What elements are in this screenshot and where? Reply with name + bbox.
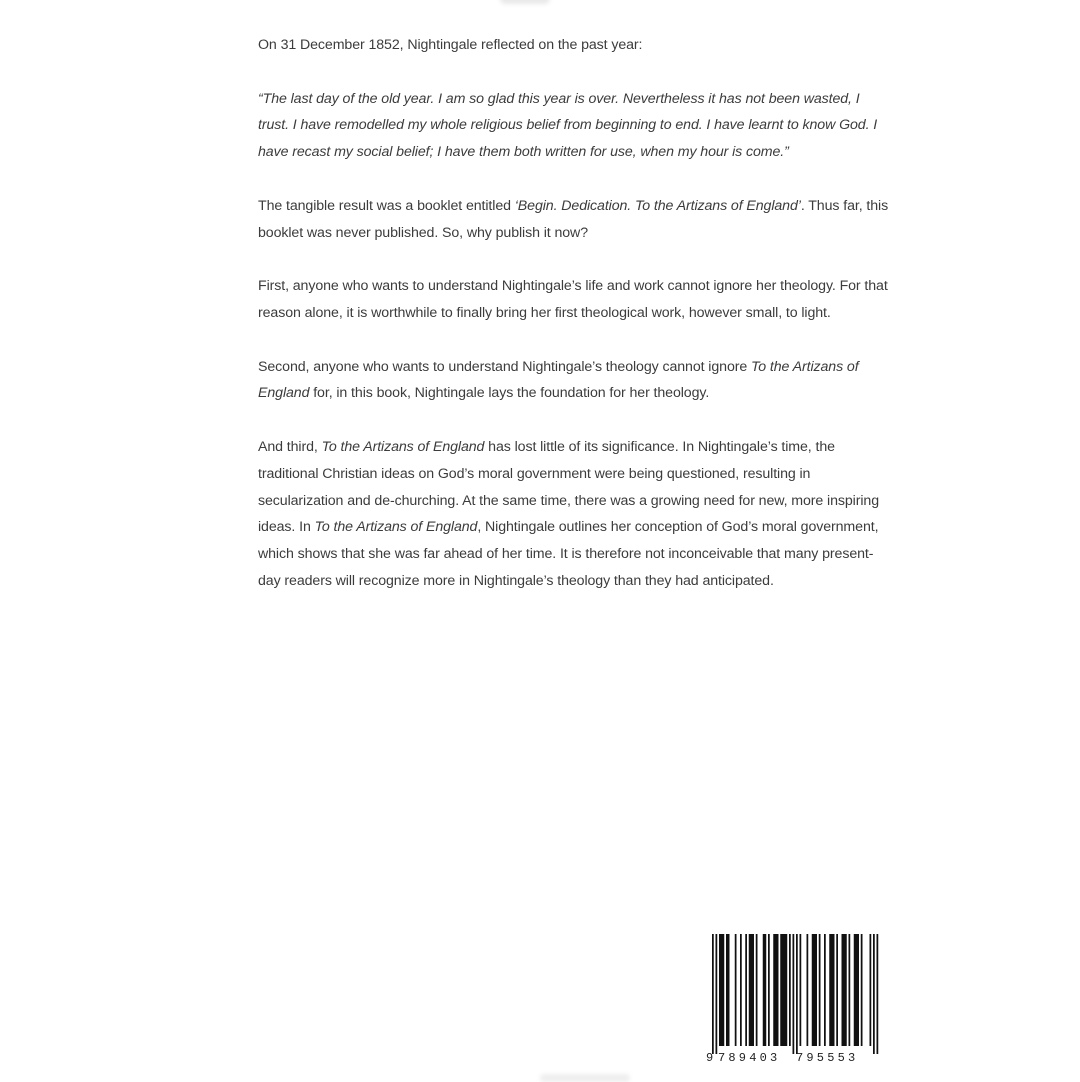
barcode-bar [768, 934, 770, 1046]
quote-paragraph: “The last day of the old year. I am so glad this year is over. Nevertheless it has not been wasted, I trust. I have remodelled my whole religious belief from beginning to end. I have learnt to know God. I have recast my social belief; I have them both written for use, when my hour is come.” [258, 90, 878, 161]
paragraph-third-text-a: And third, [258, 438, 322, 455]
barcode-digits-right: 795553 [796, 1051, 859, 1065]
paragraph-result-text-c: . Thus far, this booklet was never published. So, why publish it now? [258, 197, 889, 241]
top-edge-mark [500, 0, 550, 4]
barcode-bar [812, 934, 817, 1046]
back-cover-text [258, 32, 890, 622]
barcode-bar [829, 934, 834, 1046]
barcode-bar [842, 934, 847, 1046]
isbn-barcode [704, 930, 884, 1070]
paragraph-third-text-e: , Nightingale outlines her conception of God’s moral government, which shows that she was far ahead of her time. It is therefore not inconceivable that many present-day readers will recognize more in Nightingale’s theology than they had anticipated. [258, 519, 879, 589]
paragraph-result [258, 193, 890, 247]
paragraph-second-text-c: for, in this book, Nightingale lays the foundation for her theology. [309, 385, 710, 402]
book-title: To the Artizans of England [314, 519, 478, 536]
barcode-bar [740, 934, 742, 1046]
barcode-bar [824, 934, 826, 1046]
barcode-bar [870, 934, 872, 1046]
barcode-bar [745, 934, 747, 1046]
paragraph-third [258, 434, 890, 595]
barcode-guard-bar [796, 934, 798, 1054]
barcode-guard-bar [793, 934, 795, 1054]
barcode-bar [773, 934, 778, 1046]
barcode-bar [807, 934, 809, 1046]
barcode-bar [756, 934, 758, 1046]
book-title: To the Artizans of England [321, 438, 485, 455]
barcode-bar [749, 934, 754, 1046]
bottom-edge-mark [540, 1074, 630, 1082]
barcode-bar [854, 934, 859, 1046]
barcode-bar [726, 934, 730, 1046]
barcode-bar [800, 934, 802, 1046]
barcode-bar [849, 934, 851, 1046]
barcode-bar [780, 934, 787, 1046]
barcode-graphic [704, 930, 884, 1070]
barcode-bar [735, 934, 737, 1046]
barcode-digit-first: 9 [706, 1051, 714, 1065]
paragraph-first: First, anyone who wants to understand Nightingale’s life and work cannot ignore her theology. For that reason alone, it is worthwhile to finally bring her first theological work, however small, to light. [258, 278, 888, 321]
barcode-bar [861, 934, 863, 1046]
barcode-bar [819, 934, 821, 1046]
barcode-bar [836, 934, 838, 1046]
barcode-bars [712, 934, 878, 1054]
booklet-title: ‘Begin. Dedication. To the Artizans of England’ [514, 197, 801, 214]
barcode-guard-bar [712, 934, 714, 1054]
paragraph-result-text-a: The tangible result was a booklet entitled [258, 197, 515, 214]
paragraph-third-text-c: has lost little of its significance. In Nightingale’s time, the traditional Christian ideas on God’s moral government were being questioned, resulting in secularization and de-churching. At the same time, there was a growing need for new, more inspiring ideas. In [258, 438, 879, 536]
barcode-bar [789, 934, 791, 1046]
barcode-guard-bar [877, 934, 879, 1054]
barcode-guard-bar [873, 934, 875, 1054]
barcode-digits-left: 789403 [718, 1051, 781, 1065]
barcode-bar [719, 934, 724, 1046]
paragraph-second [258, 354, 890, 408]
paragraph-second-text-a: Second, anyone who wants to understand Nightingale’s theology cannot ignore [258, 358, 751, 375]
barcode-bar [763, 934, 767, 1046]
intro-paragraph: On 31 December 1852, Nightingale reflected on the past year: [258, 37, 643, 53]
barcode-guard-bar [716, 934, 718, 1054]
book-title: To the Artizans of England [258, 358, 859, 402]
